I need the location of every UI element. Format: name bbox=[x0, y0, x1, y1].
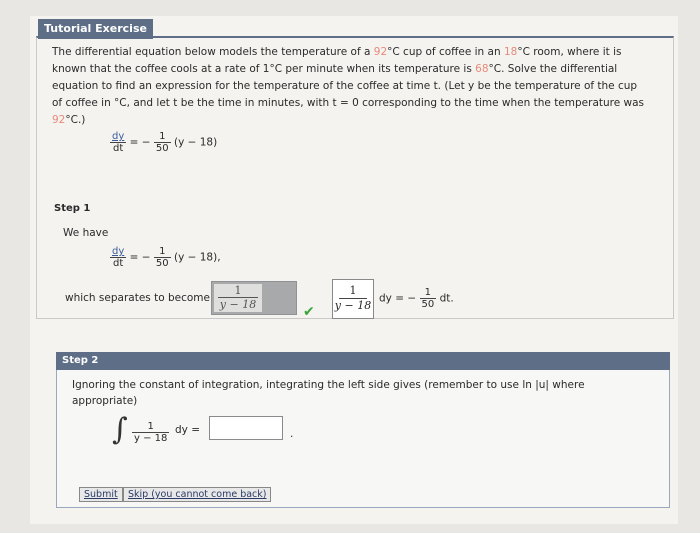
answer-num: 1 bbox=[339, 284, 367, 299]
step1-coef-fraction bbox=[154, 246, 171, 269]
integrand-den: y − 18 bbox=[134, 433, 168, 444]
dy-equals-minus: dy = − bbox=[379, 292, 417, 305]
initial-temp: 92 bbox=[373, 46, 388, 58]
equals-minus: = − bbox=[129, 136, 151, 149]
correct-answer-box bbox=[332, 279, 374, 319]
rhs-expression: (y − 18) bbox=[173, 136, 218, 149]
rhs-coef-num: 1 bbox=[420, 287, 437, 299]
dt-text: dt. bbox=[439, 292, 454, 305]
rhs-coef-fraction bbox=[420, 287, 437, 310]
problem-statement bbox=[52, 44, 648, 129]
dt-label: dt bbox=[112, 143, 124, 154]
step1-equation bbox=[110, 246, 221, 269]
step1-label: Step 1 bbox=[54, 203, 91, 214]
submitted-den: y − 18 bbox=[219, 298, 257, 311]
submit-button[interactable]: Submit bbox=[79, 487, 123, 502]
coef-num: 1 bbox=[154, 131, 171, 143]
submitted-answer-fraction bbox=[214, 284, 262, 312]
problem-text-5: °C.) bbox=[65, 114, 86, 126]
step2-dy-equals: dy = bbox=[175, 424, 201, 436]
dydt-fraction bbox=[110, 131, 126, 154]
step2-integrand bbox=[132, 421, 169, 444]
room-temp: 18 bbox=[503, 46, 518, 58]
step1-coef-den: 50 bbox=[155, 258, 169, 269]
step1-dydt-fraction bbox=[110, 246, 126, 269]
step1-equals-minus: = − bbox=[129, 251, 151, 264]
problem-text-1: The differential equation below models the temperature of a bbox=[52, 46, 374, 58]
step2-label: Step 2 bbox=[56, 352, 670, 370]
step1-dy-label: dy bbox=[112, 246, 125, 257]
coef-den: 50 bbox=[155, 143, 169, 154]
skip-button[interactable]: Skip (you cannot come back) bbox=[123, 487, 271, 502]
step1-rhs-expression: (y − 18), bbox=[173, 251, 221, 264]
step1-coef-num: 1 bbox=[154, 246, 171, 258]
correct-check-icon: ✔ bbox=[303, 304, 315, 320]
step1-dt-label: dt bbox=[112, 258, 124, 269]
step1-separated-rhs bbox=[379, 287, 454, 310]
dy-label: dy bbox=[112, 131, 125, 142]
problem-text-4: °C. Solve the differential equation to find an expression for the temperature of the coffee at time t. (Let y be the temperature of the cup of coffee in °C, and let t be the time in minutes, with t = 0 corresponding to the time when the temperature was bbox=[52, 63, 645, 109]
separates-text: which separates to become bbox=[65, 292, 210, 304]
step2-period: . bbox=[290, 428, 294, 440]
rhs-coef-den: 50 bbox=[421, 299, 435, 310]
integral-sign: ∫ bbox=[112, 412, 128, 447]
initial-temp-repeat: 92 bbox=[52, 114, 66, 126]
problem-text-2: °C cup of coffee in an bbox=[387, 46, 504, 58]
tutorial-tab: Tutorial Exercise bbox=[38, 19, 153, 39]
step2-instruction: Ignoring the constant of integration, integrating the left side gives (remember to use ln |u| where appropriate) bbox=[72, 379, 585, 407]
problem-text-3: °C room, where it is known that the coffee cools at a rate of 1°C per minute when its temperature is bbox=[52, 46, 622, 75]
tutorial-equation bbox=[110, 131, 217, 154]
answer-den: y − 18 bbox=[334, 299, 372, 312]
integrand-num: 1 bbox=[132, 421, 169, 433]
coef-fraction bbox=[154, 131, 171, 154]
integrand-fraction bbox=[132, 421, 169, 444]
integral-answer-input[interactable] bbox=[209, 416, 283, 440]
we-have-text: We have bbox=[63, 227, 109, 239]
submitted-num: 1 bbox=[218, 284, 258, 298]
rate-temp: 68 bbox=[475, 63, 489, 75]
